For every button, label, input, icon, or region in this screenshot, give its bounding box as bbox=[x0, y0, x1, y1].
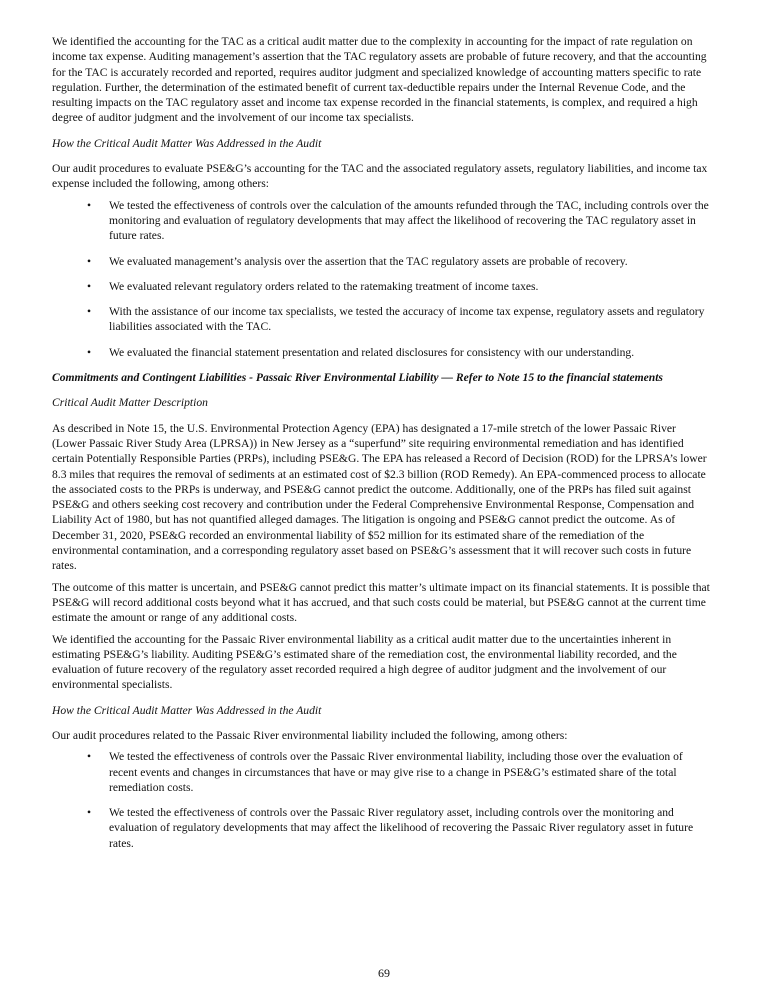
paragraph-passaic-description: As described in Note 15, the U.S. Environmental Protection Agency (EPA) has designated a 17-mile stretch of the lower Passaic River (Lower Passaic River Study Area (LPRSA)) in New Jersey as a “superfund” site requiring environmental remediation and has identified certain Potentially Responsible Parties (PRPs), including PSE&G. The EPA has released a Record of Decision (ROD) for the LPRSA’s lower 8.3 miles that requires the removal of sediments at an estimated cost of $2.3 billion (ROD Remedy). An EPA-commenced process to allocate the associated costs to the PRPs is underway, and PSE&G cannot predict the outcome. Additionally, one of the PRPs has filed suit against PSE&G and others seeking cost recovery and contribution under the Federal Comprehensive Environmental Response, Compensation and Liability Act of 1980, but has not quantified alleged damages. The litigation is ongoing and PSE&G cannot predict the outcome. As of December 31, 2020, PSE&G recorded an environmental liability of $52 million for its estimated share of the remediation of the environmental contamination, and a corresponding regulatory asset based on PSE&G’s assessment that it will recover such costs in future rates. bbox=[52, 421, 707, 573]
subheading-how-addressed-tac: How the Critical Audit Matter Was Addressed in the Audit bbox=[52, 136, 322, 150]
paragraph-passaic-cam-rationale: We identified the accounting for the Passaic River environmental liability as a critical audit matter due to the uncertainties inherent in estimating PSE&G’s liability. Auditing PSE&G’s estimated share of the remediation cost, the environmental liability recorded, and the evaluation of future recovery of the regulatory asset recorded required a high degree of auditor judgment and the involvement of our environmental specialists. bbox=[52, 632, 677, 692]
section-heading-passaic-river: Commitments and Contingent Liabilities - Passaic River Environmental Liability — Refer to Note 15 to the financial statements bbox=[52, 371, 663, 385]
bullet-icon: • bbox=[87, 254, 92, 268]
bullet-icon: • bbox=[87, 806, 92, 820]
list-item: • We tested the effectiveness of controls over the calculation of the amounts refunded through the TAC, including controls over the monitoring and evaluation of regulatory developments that may affect the likelihood of recovering the TAC regulatory asset in future rates. bbox=[87, 198, 709, 243]
list-item: • We tested the effectiveness of controls over the Passaic River environmental liability, including those over the evaluation of recent events and changes in circumstances that have or may give rise to a change in PSE&G’s estimated share of the total remediation costs. bbox=[87, 750, 683, 794]
subheading-how-addressed-passaic: How the Critical Audit Matter Was Addressed in the Audit bbox=[52, 703, 322, 717]
list-item: • We tested the effectiveness of controls over the Passaic River regulatory asset, including controls over the monitoring and evaluation of regulatory developments that may affect the likelihood of recovering the Passaic River regulatory asset in future rates. bbox=[87, 806, 694, 850]
bullet-icon: • bbox=[87, 305, 92, 319]
bullet-icon: • bbox=[87, 345, 92, 359]
paragraph-passaic-procedures-intro: Our audit procedures related to the Passaic River environmental liability included the following, among others: bbox=[52, 728, 568, 742]
bullet-icon: • bbox=[87, 198, 92, 212]
paragraph-passaic-outcome: The outcome of this matter is uncertain, and PSE&G cannot predict this matter’s ultimate impact on its financial statements. It is possible that PSE&G will record additional costs beyond what it has accrued, and that such costs could be material, but PSE&G cannot at the current time estimate the amount or range of any additional costs. bbox=[52, 580, 710, 625]
list-item: • With the assistance of our income tax specialists, we tested the accuracy of income tax expense, regulatory assets and regulatory liabilities associated with the TAC. bbox=[87, 305, 705, 334]
subheading-cam-description: Critical Audit Matter Description bbox=[52, 396, 208, 410]
list-item: • We evaluated management’s analysis over the assertion that the TAC regulatory assets are probable of recovery. bbox=[87, 254, 628, 268]
document-body bbox=[52, 34, 712, 861]
bullet-icon: • bbox=[87, 279, 92, 293]
paragraph-tac-procedures-intro: Our audit procedures to evaluate PSE&G’s accounting for the TAC and the associated regulatory assets, regulatory liabilities, and income tax expense included the following, among others: bbox=[52, 162, 708, 191]
page-number: 69 bbox=[378, 966, 390, 980]
bullet-icon: • bbox=[87, 750, 92, 764]
list-item: • We evaluated relevant regulatory orders related to the ratemaking treatment of income taxes. bbox=[87, 279, 539, 293]
tac-procedures-list bbox=[52, 198, 712, 360]
paragraph-tac-cam-rationale: We identified the accounting for the TAC as a critical audit matter due to the complexity in accounting for the impact of rate regulation on income tax expense. Auditing management’s assertion that the TAC regulatory assets are probable of future recovery, and that the accounting for the TAC is accurately recorded and reported, requires auditor judgment and specialized knowledge of accounting matters specific to rate regulation. Further, the determination of the estimated benefit of current tax-deductible repairs under the Internal Revenue Code, and the resulting impacts on the TAC regulatory asset and income tax expense recorded in the financial statements, is complex, and required a high degree of auditor judgment and the involvement of our income tax specialists. bbox=[52, 35, 707, 125]
list-item: • We evaluated the financial statement presentation and related disclosures for consistency with our understanding. bbox=[87, 345, 635, 359]
passaic-procedures-list bbox=[52, 749, 712, 851]
